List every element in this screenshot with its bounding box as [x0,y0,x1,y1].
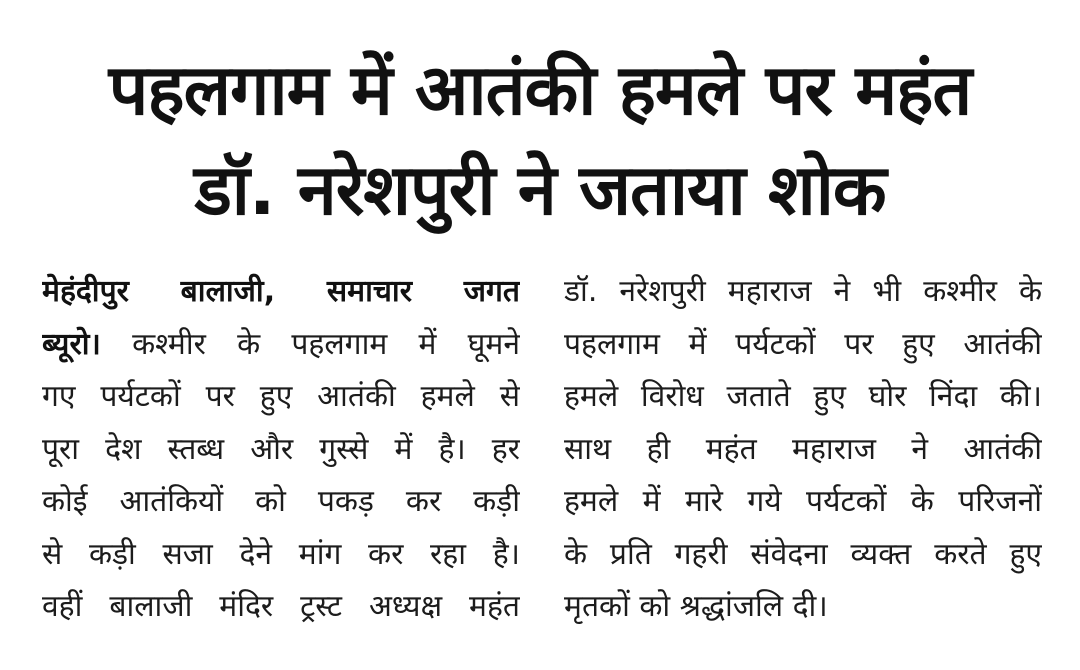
headline-line-2: डॉ. नरेशपुरी ने जताया शोक [194,149,886,231]
headline [0,40,1080,240]
left-column [42,266,520,634]
body-line: हमले विरोध जताते हुए घोर निंदा की। [564,379,1042,414]
dateline: मेहंदीपुर बालाजी, समाचार जगत [42,274,520,309]
body-line [42,319,520,372]
right-column [564,266,1042,634]
column-gutter [537,268,538,628]
body-line: पूरा देश स्तब्ध और गुस्से में है। हर [42,431,520,467]
dateline-line [42,266,520,319]
body-line-last: मृतकों को श्रद्धांजलि दी। [564,589,828,624]
body-line: हमले में मारे गये पर्यटकों के परिजनों [564,484,1042,519]
dateline-continued: ब्यूरो। [42,326,101,362]
body-text: कश्मीर के पहलगाम में घूमने [100,326,520,362]
body-line: से कड़ी सजा देने मांग कर रहा है। [42,536,520,572]
body-line: वहीं बालाजी मंदिर ट्रस्ट अध्यक्ष महंत [42,589,520,624]
body-line: के प्रति गहरी संवेदना व्यक्त करते हुए [564,536,1042,572]
body-line: साथ ही महंत महाराज ने आतंकी [564,431,1042,467]
body-line: पहलगाम में पर्यटकों पर हुए आतंकी [564,326,1042,362]
body-line: डॉ. नरेशपुरी महाराज ने भी कश्मीर के [564,274,1042,309]
headline-line-1: पहलगाम में आतंकी हमले पर महंत [108,49,972,131]
body-line: कोई आतंकियों को पकड़ कर कड़ी [42,484,520,519]
body-line: गए पर्यटकों पर हुए आतंकी हमले से [42,379,520,414]
